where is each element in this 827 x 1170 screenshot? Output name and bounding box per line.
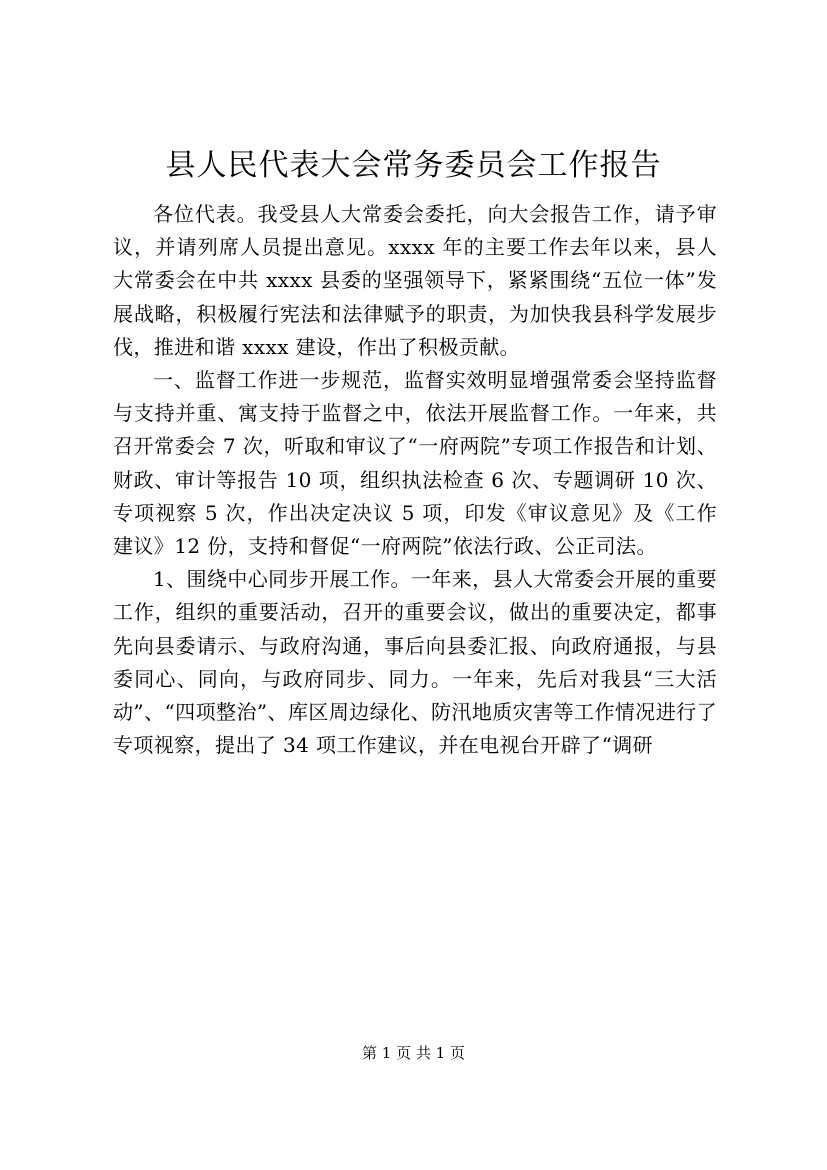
paragraph-supervision: 一、监督工作进一步规范，监督实效明显增强常委会坚持监督与支持并重、寓支持于监督之中，依法开展监督工作。一年来，共召开常委会 7 次，听取和审议了“一府两院”专项工作报告和计划、财政、审计等报告 10 项，组织执法检查 6 次、专题调研 10 次、专项视察 5 次，作出决定决议 5 项，印发《审议意见》及《工作建议》12 份，支持和督促“一府两院”依法行政、公正司法。 (113, 368, 717, 559)
paragraph-opening: 各位代表。我受县人大常委会委托，向大会报告工作，请予审议，并请列席人员提出意见。xxxx 年的主要工作去年以来，县人大常委会在中共 xxxx 县委的坚强领导下，紧紧围绕“五位一体”发展战略，积极履行宪法和法律赋予的职责，为加快我县科学发展步伐，推进和谐 xxxx 建设，作出了积极贡献。 (113, 202, 717, 359)
document-body (113, 198, 717, 762)
paragraph-central-work: 1、围绕中心同步开展工作。一年来，县人大常委会开展的重要工作，组织的重要活动，召开的重要会议，做出的重要决定，都事先向县委请示、与政府沟通，事后向县委汇报、向政府通报，与县委同心、同向，与政府同步、同力。一年来，先后对我县“三大活动”、“四项整治”、库区周边绿化、防汛地质灾害等工作情况进行了专项视察，提出了 34 项工作建议，并在电视台开辟了“调研 (113, 567, 717, 758)
page-number-footer: 第 1 页 共 1 页 (362, 1044, 465, 1062)
document-title: 县人民代表大会常务委员会工作报告 (165, 148, 662, 183)
